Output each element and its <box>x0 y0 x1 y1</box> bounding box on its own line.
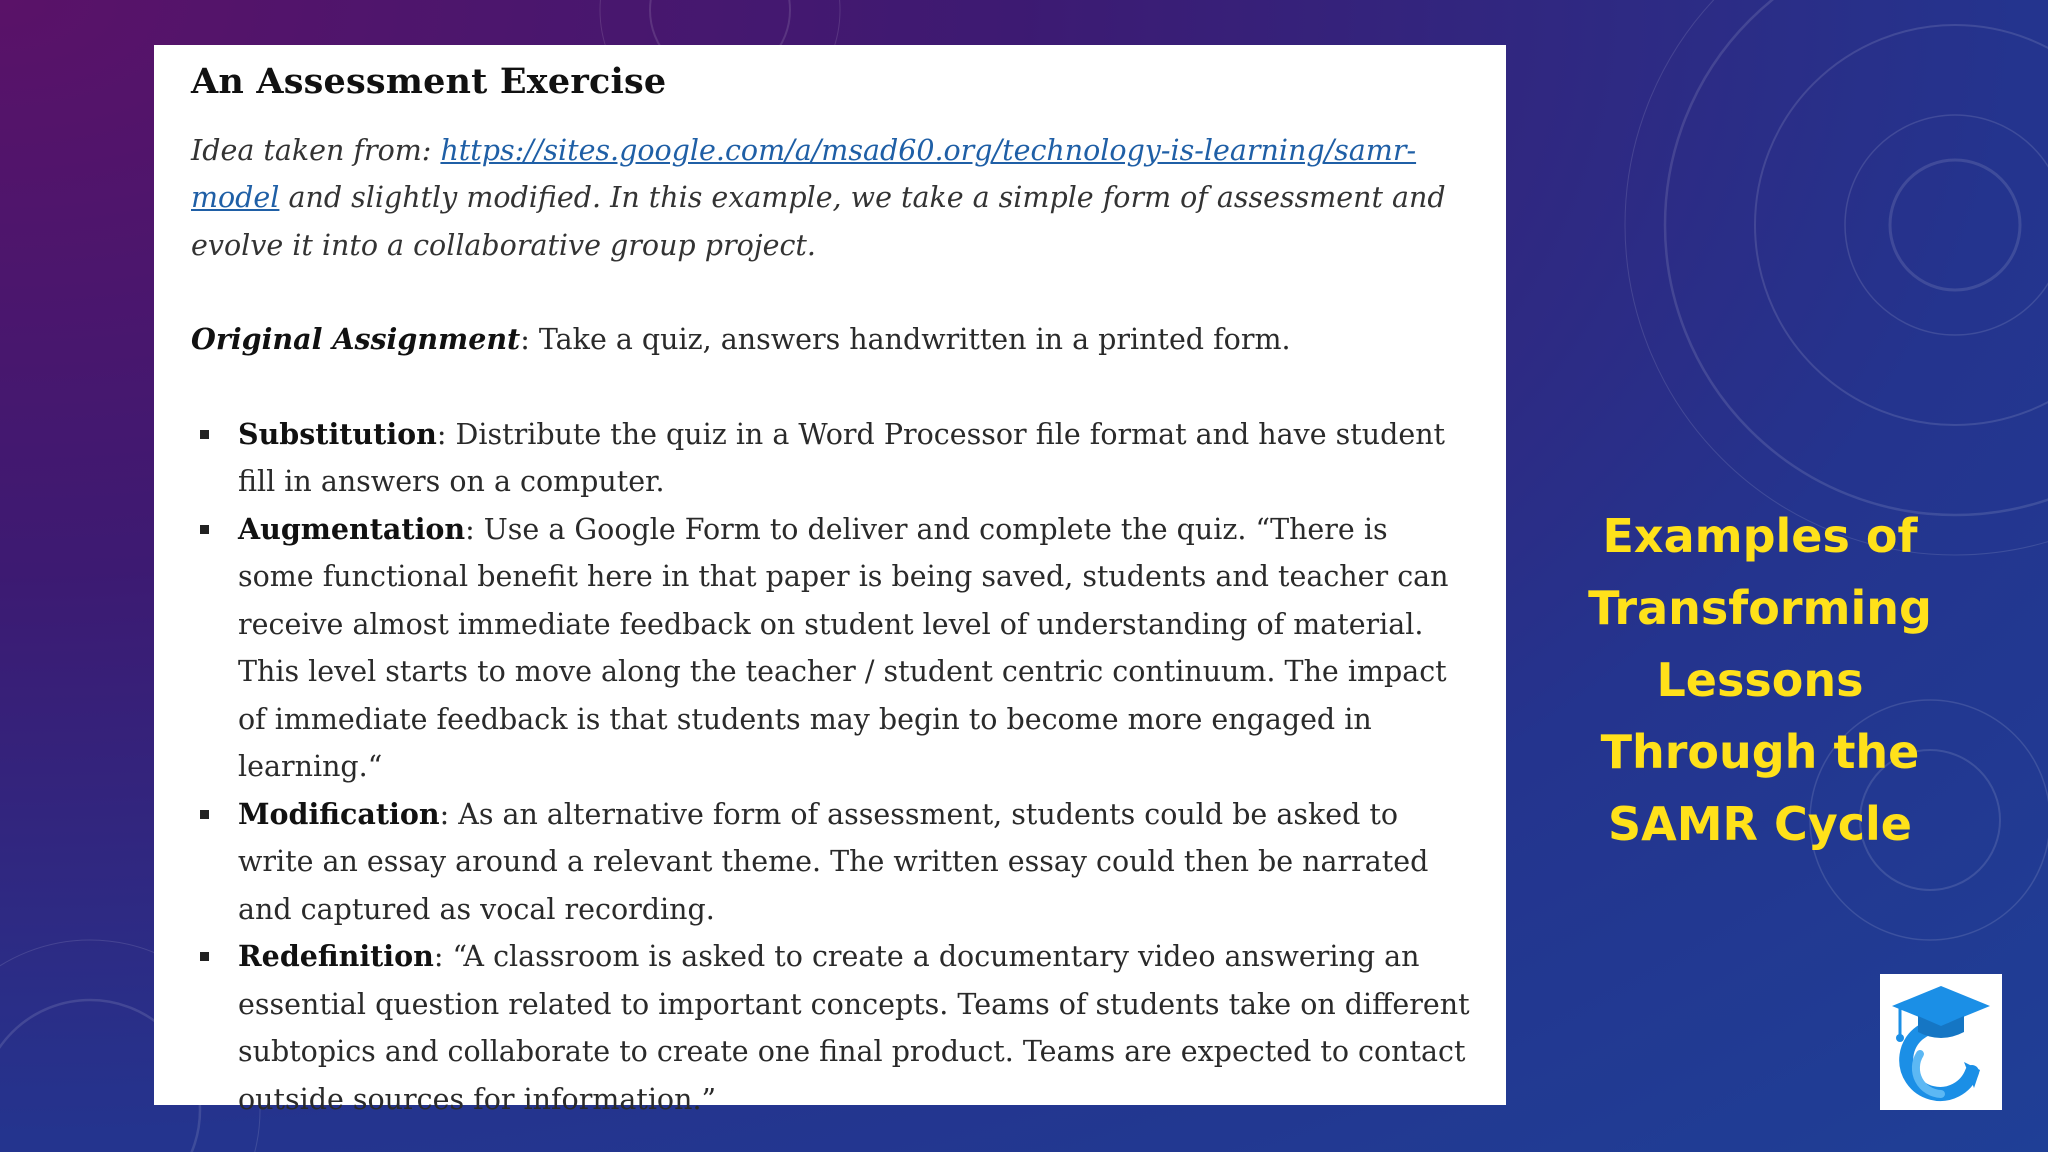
square-bullet-icon <box>200 810 209 819</box>
intro-suffix: and slightly modified. In this example, we take a simple form of assessment and evolve it into a collaborative group project. <box>191 181 1446 262</box>
slide-title-line: Examples of <box>1602 509 1918 563</box>
original-assignment-text: : Take a quiz, answers handwritten in a printed form. <box>520 323 1291 356</box>
slide-title-line: Transforming <box>1588 581 1932 635</box>
list-item-modification <box>191 791 1470 934</box>
card-title: An Assessment Exercise <box>191 61 667 102</box>
list-item-redefinition <box>191 933 1470 1123</box>
original-assignment <box>191 316 1470 364</box>
slide-title-line: Through the <box>1600 725 1920 779</box>
original-assignment-label: Original Assignment <box>191 322 521 356</box>
logo <box>1880 974 2002 1110</box>
item-term: Augmentation <box>238 511 466 546</box>
document-card <box>154 45 1506 1116</box>
slide-title-line: Lessons <box>1656 653 1864 707</box>
item-text: : Distribute the quiz in a Word Processor file format and have student fill in answers on a computer. <box>238 417 1446 498</box>
intro-paragraph <box>191 127 1470 270</box>
square-bullet-icon <box>200 525 209 534</box>
slide-title-line: SAMR Cycle <box>1608 797 1912 851</box>
list-item-augmentation <box>191 506 1470 791</box>
item-term: Modification <box>238 796 440 831</box>
square-bullet-icon <box>200 952 209 961</box>
intro-prefix: Idea taken from: <box>191 133 441 167</box>
item-term: Redefinition <box>238 939 434 973</box>
item-term: Substitution <box>238 416 437 451</box>
graduation-cap-refresh-icon <box>1880 974 2002 1110</box>
source-link[interactable]: https://sites.google.com/a/msad60.org/technology-is-learning/samr-model <box>191 133 1417 214</box>
samr-list <box>191 411 1470 1124</box>
slide-title <box>1560 500 1960 860</box>
list-item-substitution <box>191 411 1470 506</box>
item-text: : “A classroom is asked to create a documentary video answering an essential question related to important concepts. Teams of students take on different subtopics and collaborate to create one final product. Teams are expected to contact outside sources for information.” <box>238 940 1470 1116</box>
item-text: : Use a Google Form to deliver and complete the quiz. “There is some functional benefit here in that paper is being saved, students and teacher can receive almost immediate feedback on student level of understanding of material. This level starts to move along the teacher / student centric continuum. The impact of immediate feedback is that students may begin to become more engaged in learning.“ <box>238 512 1449 783</box>
item-text: : As an alternative form of assessment, students could be asked to write an essay around a relevant theme. The written essay could then be narrated and captured as vocal recording. <box>238 797 1429 926</box>
square-bullet-icon <box>200 430 209 439</box>
